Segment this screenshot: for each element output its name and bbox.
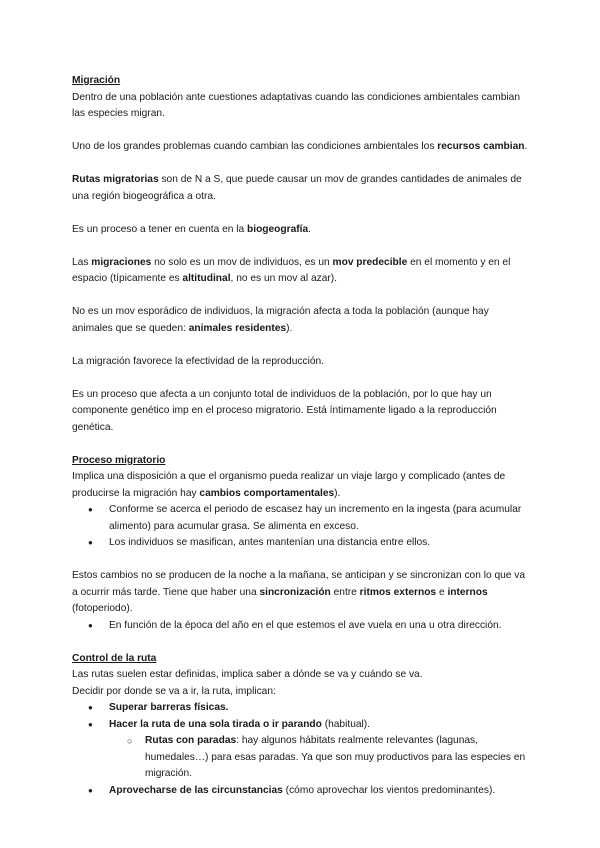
list-item: ● Aprovecharse de las circunstancias (cómo aprovechar los vientos predominantes). [72,783,532,800]
paragraph: La migración favorece la efectividad de la reproducción. [72,355,325,367]
bullet-list [72,618,532,635]
paragraph: Dentro de una población ante cuestiones adaptativas cuando las condiciones ambientales cambian las especies migran. [72,91,520,119]
paragraph: Es un proceso que afecta a un conjunto total de individuos de la población, por lo que hay un componente genético imp en el proceso migratorio. Está íntimamente ligado a la reproducción genética. [72,388,497,433]
bullet-list [72,700,532,799]
section-heading-migracion: Migración [72,75,121,86]
paragraph: Rutas migratorias son de N a S, que puede causar un mov de grandes cantidades de animales de una región biogeográfica a otra. [72,174,522,202]
sub-list-item: ○ Rutas con paradas: hay algunos hábitats realmente relevantes (lagunas, humedales…) para esas paradas. Ya que son muy productivos para las especies en migración. [72,733,532,783]
paragraph: Decidir por donde se va a ir, la ruta, implican: [72,685,276,697]
bullet-list [72,502,532,552]
list-item: ● Conforme se acerca el periodo de escasez hay un incremento en la ingesta (para acumular alimento) para acumular grasa. Se alimenta en exceso. [72,502,532,535]
paragraph: Uno de los grandes problemas cuando cambian las condiciones ambientales los recursos cambian. [72,141,528,152]
document-body [72,73,532,799]
paragraph: Estos cambios no se producen de la noche a la mañana, se anticipan y se sincronizan con lo que va a ocurrir más tarde. Tiene que haber una sincronización entre ritmos externos e internos (fotoperiodo). [72,570,526,614]
paragraph: No es un mov esporádico de individuos, la migración afecta a toda la población (aunque hay animales que se queden: animales residentes). [72,306,489,334]
list-item: ● Superar barreras físicas. [72,700,532,717]
paragraph: Es un proceso a tener en cuenta en la biogeografía. [72,223,311,235]
paragraph: Implica una disposición a que el organismo pueda realizar un viaje largo y complicado (antes de producirse la migración hay cambios comportamentales). [72,471,506,499]
list-item: ● Los individuos se masifican, antes mantenían una distancia entre ellos. [72,535,532,552]
paragraph: Las rutas suelen estar definidas, implica saber a dónde se va y cuándo se va. [72,669,423,680]
section-heading-control-ruta: Control de la ruta [72,652,157,664]
paragraph: Las migraciones no solo es un mov de individuos, es un mov predecible en el momento y en el espacio (típicamente es altitudinal, no es un mov al azar). [72,256,511,284]
section-heading-proceso-migratorio: Proceso migratorio [72,454,166,466]
list-item: ● En función de la época del año en el que estemos el ave vuela en una u otra dirección. [72,618,532,635]
list-item: ● Hacer la ruta de una sola tirada o ir parando (habitual). [72,717,532,734]
